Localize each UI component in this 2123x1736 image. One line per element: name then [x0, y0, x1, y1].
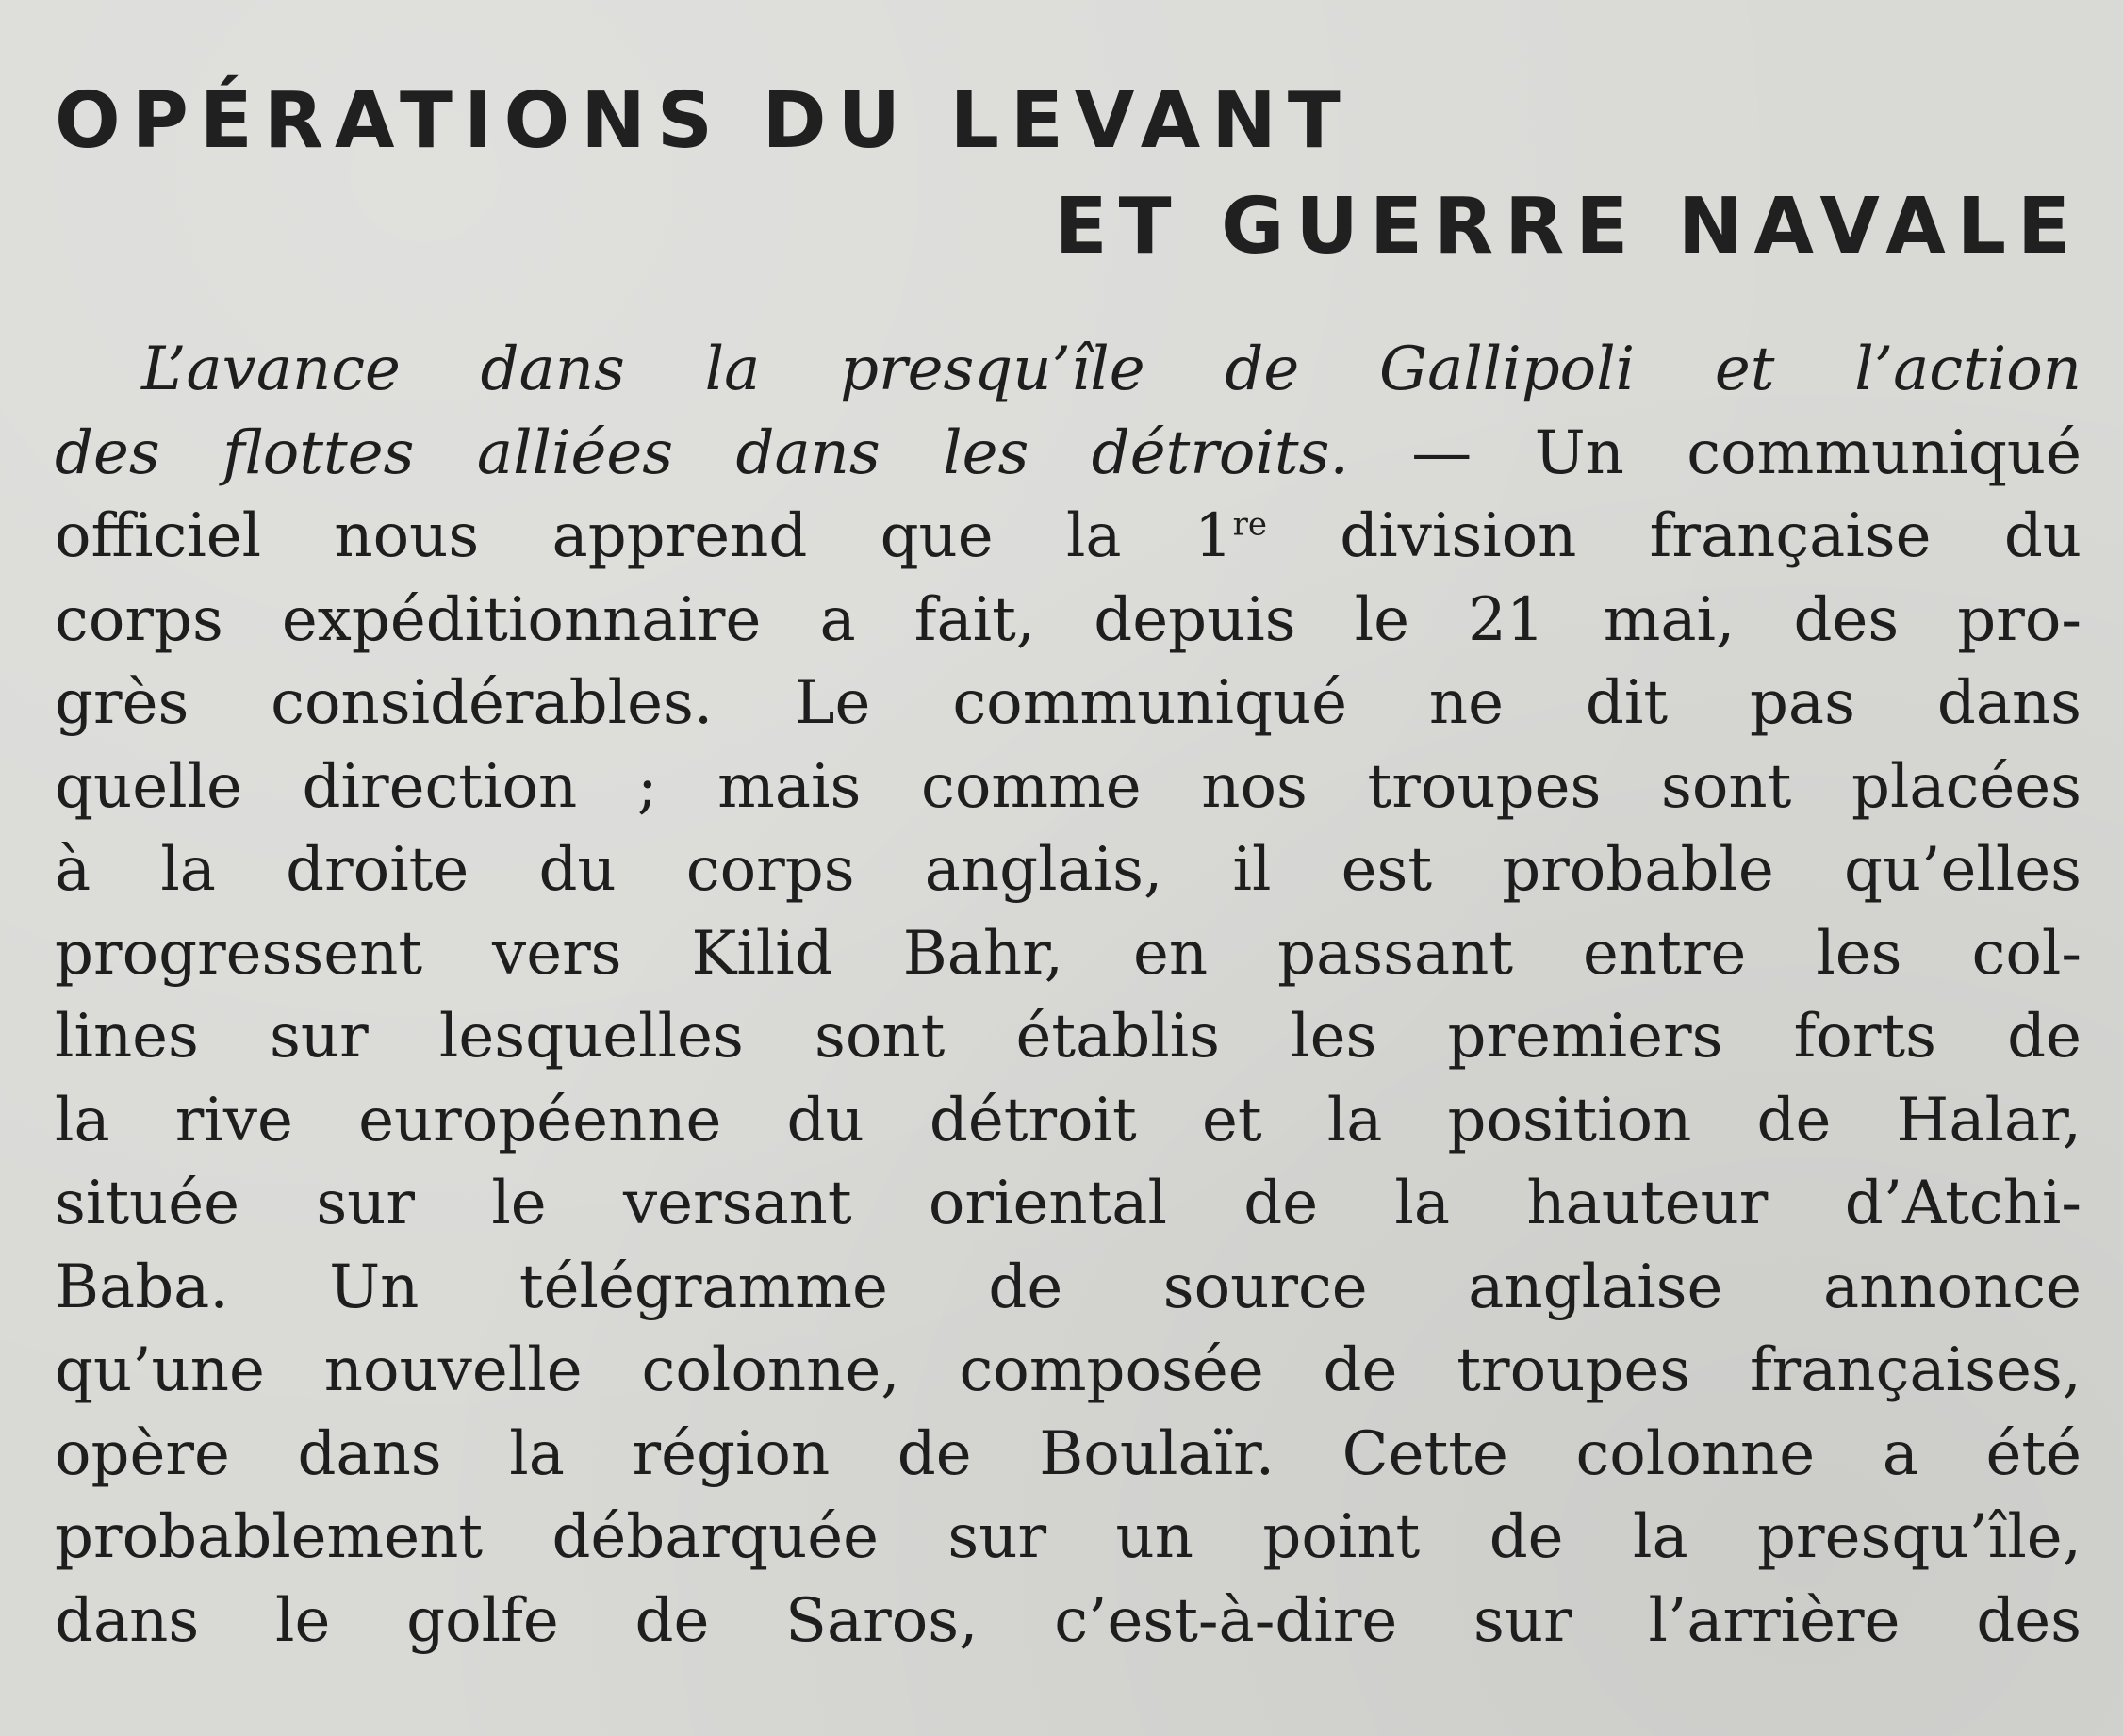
superscript: re: [1232, 505, 1267, 544]
line-text: officiel nous apprend que la 1: [55, 501, 1233, 571]
article: [55, 76, 2082, 1662]
body-line: lines sur lesquelles sont établis les premiers forts de: [55, 1002, 2082, 1072]
body-line: [55, 412, 2082, 496]
body-line: grès considérables. Le communiqué ne dit pas dans: [55, 668, 2082, 738]
line-text: — Un communiqué: [1348, 418, 2082, 488]
body-line: Baba. Un télégramme de source anglaise annonce: [55, 1252, 2082, 1322]
line-text: division française du: [1266, 501, 2082, 571]
title-line-2: ET GUERRE NAVALE: [1054, 182, 2082, 271]
body-line: [55, 495, 2082, 579]
italic-heading: des flottes alliées dans les détroits.: [55, 418, 1349, 488]
body-line: opère dans la région de Boulaïr. Cette colonne a été: [55, 1418, 2082, 1489]
article-body: [55, 328, 2082, 1662]
body-line: située sur le versant oriental de la hauteur d’Atchi-: [55, 1169, 2082, 1238]
body-line: corps expéditionnaire a fait, depuis le 21 mai, des pro-: [55, 584, 2082, 655]
title-line-1: OPÉRATIONS DU LEVANT: [55, 76, 1352, 166]
body-line: progressent vers Kilid Bahr, en passant entre les col-: [55, 918, 2082, 989]
body-line: probablement débarquée sur un point de la presqu’île,: [55, 1502, 2082, 1572]
article-title: [55, 76, 2082, 302]
body-line: [55, 328, 2082, 412]
body-line: qu’une nouvelle colonne, composée de troupes françaises,: [55, 1335, 2082, 1405]
body-line: quelle direction ; mais comme nos troupes sont placées: [55, 751, 2082, 822]
body-line: à la droite du corps anglais, il est probable qu’elles: [55, 835, 2082, 905]
body-line: la rive européenne du détroit et la position de Halar,: [55, 1085, 2082, 1155]
body-line: dans le golfe de Saros, c’est-à-dire sur l’arrière des: [55, 1585, 2082, 1656]
italic-heading: L’avance dans la presqu’île de Gallipoli et l’action: [141, 335, 2082, 404]
